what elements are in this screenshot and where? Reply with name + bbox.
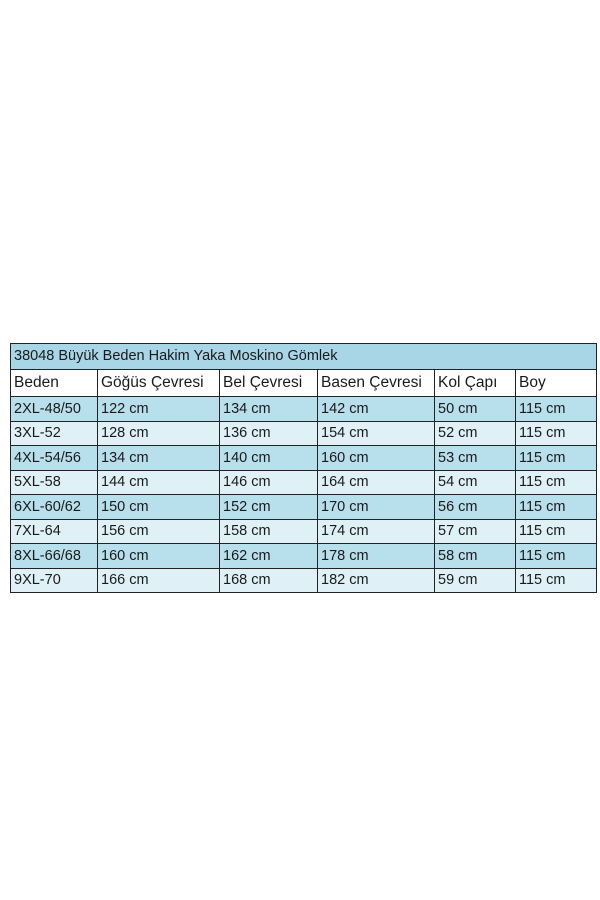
cell-sleeve: 54 cm	[435, 470, 516, 495]
cell-length: 115 cm	[516, 568, 597, 593]
cell-size: 6XL-60/62	[11, 495, 98, 520]
table-row	[11, 421, 597, 446]
cell-chest: 166 cm	[98, 568, 220, 593]
header-length: Boy	[516, 370, 597, 397]
cell-hip: 170 cm	[318, 495, 435, 520]
header-chest: Göğüs Çevresi	[98, 370, 220, 397]
table-row	[11, 446, 597, 471]
cell-sleeve: 57 cm	[435, 519, 516, 544]
table-row	[11, 568, 597, 593]
cell-sleeve: 50 cm	[435, 397, 516, 422]
cell-hip: 142 cm	[318, 397, 435, 422]
size-table	[10, 343, 597, 593]
cell-hip: 154 cm	[318, 421, 435, 446]
table-row	[11, 470, 597, 495]
cell-length: 115 cm	[516, 495, 597, 520]
cell-hip: 160 cm	[318, 446, 435, 471]
cell-length: 115 cm	[516, 470, 597, 495]
cell-length: 115 cm	[516, 544, 597, 569]
cell-chest: 144 cm	[98, 470, 220, 495]
cell-waist: 146 cm	[220, 470, 318, 495]
cell-size: 3XL-52	[11, 421, 98, 446]
cell-size: 5XL-58	[11, 470, 98, 495]
table-row	[11, 544, 597, 569]
table-row	[11, 495, 597, 520]
cell-size: 7XL-64	[11, 519, 98, 544]
cell-hip: 182 cm	[318, 568, 435, 593]
cell-chest: 160 cm	[98, 544, 220, 569]
cell-sleeve: 58 cm	[435, 544, 516, 569]
cell-length: 115 cm	[516, 519, 597, 544]
table-body	[11, 397, 597, 593]
cell-sleeve: 53 cm	[435, 446, 516, 471]
cell-waist: 162 cm	[220, 544, 318, 569]
cell-size: 4XL-54/56	[11, 446, 98, 471]
cell-waist: 136 cm	[220, 421, 318, 446]
header-sleeve: Kol Çapı	[435, 370, 516, 397]
cell-chest: 150 cm	[98, 495, 220, 520]
size-chart	[10, 343, 596, 593]
cell-hip: 178 cm	[318, 544, 435, 569]
cell-waist: 168 cm	[220, 568, 318, 593]
cell-waist: 152 cm	[220, 495, 318, 520]
cell-chest: 156 cm	[98, 519, 220, 544]
cell-sleeve: 52 cm	[435, 421, 516, 446]
cell-chest: 128 cm	[98, 421, 220, 446]
cell-size: 2XL-48/50	[11, 397, 98, 422]
table-title-row	[11, 344, 597, 370]
table-row	[11, 397, 597, 422]
cell-size: 8XL-66/68	[11, 544, 98, 569]
header-waist: Bel Çevresi	[220, 370, 318, 397]
cell-sleeve: 59 cm	[435, 568, 516, 593]
header-hip: Basen Çevresi	[318, 370, 435, 397]
header-size: Beden	[11, 370, 98, 397]
cell-length: 115 cm	[516, 421, 597, 446]
cell-waist: 140 cm	[220, 446, 318, 471]
cell-chest: 122 cm	[98, 397, 220, 422]
cell-chest: 134 cm	[98, 446, 220, 471]
cell-hip: 164 cm	[318, 470, 435, 495]
cell-waist: 134 cm	[220, 397, 318, 422]
cell-sleeve: 56 cm	[435, 495, 516, 520]
cell-waist: 158 cm	[220, 519, 318, 544]
table-title: 38048 Büyük Beden Hakim Yaka Moskino Gömlek	[11, 344, 597, 370]
table-row	[11, 519, 597, 544]
cell-length: 115 cm	[516, 446, 597, 471]
table-header-row	[11, 370, 597, 397]
cell-size: 9XL-70	[11, 568, 98, 593]
cell-length: 115 cm	[516, 397, 597, 422]
cell-hip: 174 cm	[318, 519, 435, 544]
